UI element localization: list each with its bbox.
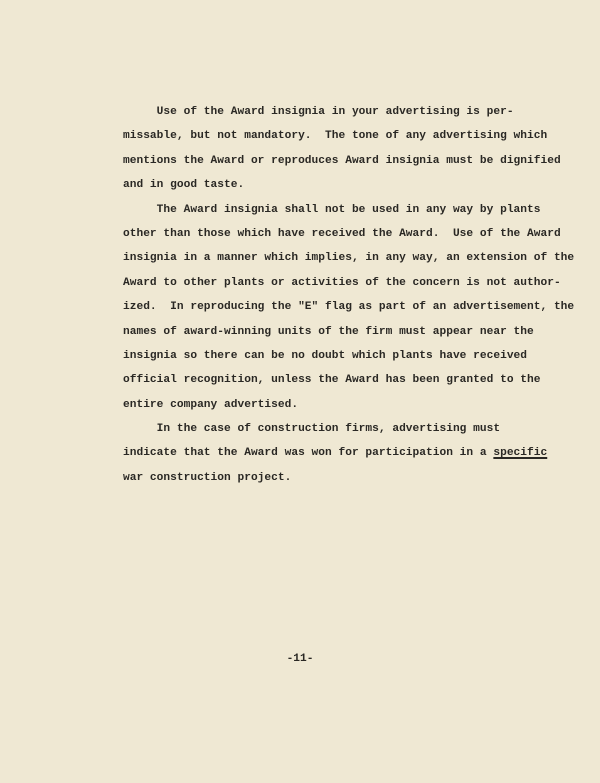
body-line: In the case of construction firms, advertising must — [123, 423, 501, 436]
page-number: -11- — [286, 653, 314, 665]
body-line: and in good taste. — [123, 179, 245, 192]
body-line: war construction project. — [123, 471, 292, 484]
body-line-with-underline — [123, 441, 548, 465]
body-line: missable, but not mandatory. The tone of any advertising which — [123, 130, 548, 143]
body-line: official recognition, unless the Award has been granted to the — [123, 374, 541, 387]
body-line: The Award insignia shall not be used in any way by plants — [123, 203, 541, 216]
body-line: entire company advertised. — [123, 398, 299, 411]
body-line: other than those which have received the Award. Use of the Award — [123, 227, 561, 240]
body-line: ized. In reproducing the "E" flag as part of an advertisement, the — [123, 301, 575, 314]
body-line: names of award-winning units of the firm must appear near the — [123, 325, 534, 338]
body-line-text: indicate that the Award was won for participation in a — [123, 447, 494, 460]
body-line: insignia in a manner which implies, in any way, an extension of the — [123, 252, 575, 265]
typed-body — [123, 100, 575, 490]
underlined-word: specific — [493, 447, 548, 460]
body-line: Use of the Award insignia in your advertising is per- — [123, 106, 514, 118]
body-line: Award to other plants or activities of the concern is not author- — [123, 276, 561, 289]
body-line: mentions the Award or reproduces Award insignia must be dignified — [123, 154, 561, 167]
body-line: insignia so there can be no doubt which plants have received — [123, 349, 528, 362]
